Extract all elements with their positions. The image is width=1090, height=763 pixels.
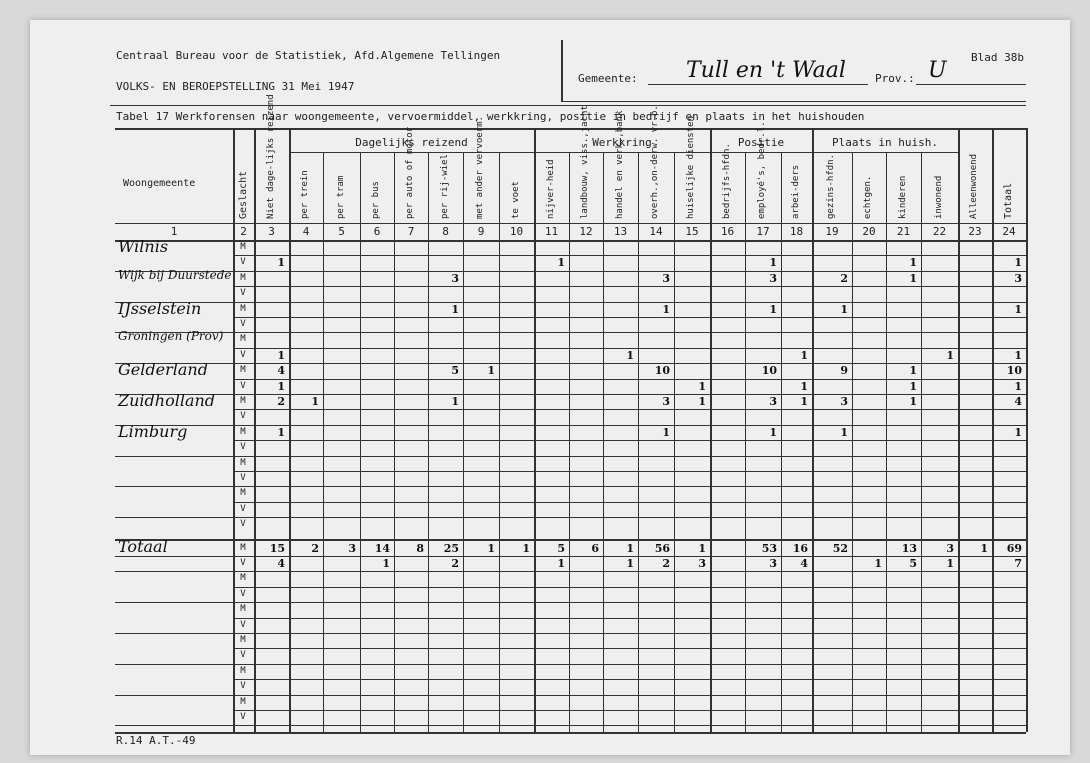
cell-0-V-17: 1 bbox=[769, 256, 777, 270]
col-header-3: Niet dage-lijks reizend bbox=[265, 94, 276, 219]
prov-value: U bbox=[928, 58, 947, 83]
col-line-3 bbox=[289, 128, 291, 732]
sex-M-7: M bbox=[240, 457, 246, 468]
col-header-22: inwonend bbox=[933, 175, 944, 219]
totaal-cell-V-18: 4 bbox=[800, 557, 808, 570]
cell-5-M-15: 1 bbox=[698, 395, 706, 408]
col-line-18 bbox=[812, 128, 814, 732]
blad-number: Blad 38b bbox=[971, 51, 1024, 64]
totaal-cell-V-22: 1 bbox=[946, 557, 954, 570]
totaal-cell-M-3: 15 bbox=[269, 541, 285, 555]
cell-4-M-17: 10 bbox=[761, 364, 777, 378]
sex-V-1: V bbox=[240, 288, 246, 299]
col-line-16 bbox=[745, 152, 746, 732]
totaal-cell-M-22: 3 bbox=[946, 541, 954, 555]
cell-5-M-3: 2 bbox=[277, 395, 285, 408]
cell-0-V-3: 1 bbox=[277, 256, 285, 270]
totaal-top-line bbox=[115, 539, 1026, 541]
col-number-4: 4 bbox=[302, 225, 310, 238]
col-line-13 bbox=[638, 152, 639, 732]
col-number-12: 12 bbox=[579, 225, 593, 238]
col-header-woongemeente: Woongemeente bbox=[123, 178, 196, 189]
cell-3-V-3: 1 bbox=[277, 348, 285, 362]
totaal-cell-M-17: 53 bbox=[761, 541, 777, 555]
group-plaats-in-huish: Plaats in huish. bbox=[832, 136, 938, 149]
blank-row-line-6 bbox=[233, 679, 1026, 680]
cell-4-M-14: 10 bbox=[654, 364, 670, 378]
cell-4-M-24: 10 bbox=[1006, 364, 1022, 378]
totaal-row-line-V bbox=[115, 571, 1026, 572]
cell-5-M-19: 3 bbox=[840, 395, 848, 408]
cell-5-M-8: 1 bbox=[451, 395, 459, 408]
col-number-6: 6 bbox=[373, 225, 381, 238]
sex-V-3: V bbox=[240, 349, 246, 360]
blank-row-line-7 bbox=[115, 695, 1026, 696]
col-number-17: 17 bbox=[756, 225, 770, 238]
row-line-6V bbox=[115, 456, 1026, 457]
totaal-cell-V-20: 1 bbox=[874, 557, 882, 570]
cell-1-M-24: 3 bbox=[1014, 271, 1022, 285]
col-header-20: echtgen. bbox=[863, 175, 873, 219]
col-number-3: 3 bbox=[268, 225, 275, 238]
totaal-cell-M-7: 8 bbox=[416, 541, 424, 555]
totaal-cell-M-19: 52 bbox=[832, 541, 848, 555]
blank-row-line-0 bbox=[233, 587, 1026, 588]
cell-0-V-24: 1 bbox=[1014, 256, 1022, 270]
header-bottom-line bbox=[115, 223, 1026, 224]
col-line-24 bbox=[1026, 128, 1028, 732]
cell-0-V-11: 1 bbox=[557, 256, 565, 270]
cell-5-M-17: 3 bbox=[769, 395, 777, 408]
cell-6-M-19: 1 bbox=[840, 425, 848, 439]
totaal-cell-M-10: 1 bbox=[522, 541, 530, 555]
cell-5-M-24: 4 bbox=[1014, 395, 1022, 408]
totaal-cell-V-11: 1 bbox=[557, 557, 565, 570]
cell-6-M-14: 1 bbox=[662, 425, 670, 439]
col-number-2: 2 bbox=[240, 225, 247, 238]
col-number-13: 13 bbox=[613, 225, 628, 238]
col-line-12 bbox=[603, 152, 604, 732]
sex-M-8: M bbox=[240, 488, 246, 499]
totaal-sex-V: V bbox=[240, 558, 246, 568]
col-line-15 bbox=[710, 128, 712, 732]
gemeente-label: Gemeente: bbox=[578, 72, 638, 85]
cell-4-V-3: 1 bbox=[277, 379, 285, 393]
blank-sex-8: M bbox=[240, 696, 246, 707]
table-top-line bbox=[115, 128, 1026, 130]
totaal-cell-V-21: 5 bbox=[909, 557, 917, 570]
cell-5-M-18: 1 bbox=[800, 395, 808, 408]
col-number-15: 15 bbox=[685, 225, 699, 238]
sex-V-0: V bbox=[240, 257, 246, 268]
census-title: VOLKS- EN BEROEPSTELLING 31 Mei 1947 bbox=[116, 80, 355, 93]
woongemeente-6: Limburg bbox=[118, 421, 188, 441]
cell-6-M-17: 1 bbox=[769, 425, 777, 439]
sex-V-2: V bbox=[240, 319, 246, 329]
sex-V-5: V bbox=[240, 411, 246, 422]
cell-2-M-17: 1 bbox=[769, 302, 777, 316]
group-positie: Positie bbox=[737, 136, 785, 149]
cell-4-V-21: 1 bbox=[909, 379, 917, 393]
table-title: Tabel 17 Werkforensen naar woongemeente, vervoermiddel, werkkring, positie in bedrijf en plaats in het huishouden bbox=[116, 110, 865, 123]
col-line-7 bbox=[428, 152, 429, 732]
blank-sex-5: V bbox=[240, 650, 246, 661]
group-dagelijks-reizend: Dagelijks reizend bbox=[355, 136, 468, 149]
row-line-5M bbox=[233, 409, 1026, 410]
woongemeente-3: Groningen (Prov) bbox=[118, 329, 224, 344]
row-line-1M bbox=[233, 286, 1026, 287]
blank-row-line-5 bbox=[115, 664, 1026, 665]
col-number-21: 21 bbox=[896, 225, 911, 238]
row-line-8M bbox=[233, 502, 1026, 503]
totaal-cell-V-15: 3 bbox=[698, 557, 706, 570]
totaal-cell-M-13: 1 bbox=[626, 541, 634, 555]
row-line-7M bbox=[233, 471, 1026, 472]
cell-1-M-8: 3 bbox=[451, 271, 459, 285]
cell-1-M-14: 3 bbox=[662, 271, 670, 285]
col-line-21 bbox=[921, 152, 922, 732]
totaal-cell-M-18: 16 bbox=[792, 541, 808, 555]
row-line-1V bbox=[115, 302, 1026, 303]
col-header-12: landbouw, viss.,jacht bbox=[580, 105, 590, 219]
woongemeente-2: IJsselstein bbox=[118, 298, 202, 318]
col-header-16: bedrijfs-hfdn. bbox=[721, 143, 732, 219]
totaal-cell-M-8: 25 bbox=[443, 541, 459, 555]
totaal-cell-V-8: 2 bbox=[451, 557, 459, 570]
cell-6-M-3: 1 bbox=[277, 425, 285, 439]
col-number-9: 9 bbox=[477, 225, 485, 238]
cell-4-M-21: 1 bbox=[909, 364, 917, 378]
group-werkkring: Werkkring bbox=[592, 136, 652, 149]
col-line-6 bbox=[394, 152, 395, 732]
totaal-cell-M-9: 1 bbox=[487, 541, 495, 555]
group-plaats-in-huish-line bbox=[812, 152, 958, 153]
sex-V-7: V bbox=[240, 473, 246, 483]
col-number-16: 16 bbox=[720, 225, 735, 238]
totaal-cell-M-24: 69 bbox=[1006, 541, 1022, 555]
sex-M-5: M bbox=[240, 396, 246, 406]
sex-M-0: M bbox=[240, 242, 246, 252]
row-line-6M bbox=[233, 440, 1026, 441]
blank-row-line-8 bbox=[233, 710, 1026, 711]
col-line-17 bbox=[781, 152, 782, 732]
cell-3-V-24: 1 bbox=[1014, 348, 1022, 362]
woongemeente-0: Wilnis bbox=[118, 237, 169, 256]
cell-3-V-13: 1 bbox=[626, 348, 634, 362]
totaal-cell-V-13: 1 bbox=[626, 557, 634, 570]
col-number-11: 11 bbox=[544, 225, 559, 238]
cell-4-M-3: 4 bbox=[277, 364, 285, 378]
col-line-10 bbox=[534, 128, 536, 732]
sex-M-2: M bbox=[240, 303, 246, 314]
col-header-14: overh.,on-derw. vr.b. bbox=[650, 105, 660, 219]
col-header-24: Totaal bbox=[1003, 182, 1014, 219]
totaal-cell-M-6: 14 bbox=[374, 541, 390, 555]
cell-3-V-18: 1 bbox=[800, 348, 808, 362]
col-number-7: 7 bbox=[407, 225, 415, 238]
woongemeente-5: Zuidholland bbox=[118, 391, 216, 410]
cell-5-M-14: 3 bbox=[662, 395, 670, 408]
cell-2-M-8: 1 bbox=[451, 302, 459, 316]
col-line-14 bbox=[674, 152, 675, 732]
totaal-cell-V-14: 2 bbox=[662, 557, 670, 570]
cell-5-M-21: 1 bbox=[909, 395, 917, 408]
cell-2-M-19: 1 bbox=[840, 302, 848, 316]
col-header-15: huiselijke diensten bbox=[686, 116, 696, 219]
row-line-5V bbox=[115, 425, 1026, 426]
blank-row-line-4 bbox=[233, 648, 1026, 649]
blank-row-line-9 bbox=[115, 725, 1026, 726]
cell-0-V-21: 1 bbox=[909, 256, 917, 270]
totaal-cell-V-6: 1 bbox=[382, 557, 390, 570]
totaal-cell-M-12: 6 bbox=[591, 541, 599, 555]
col-line-22 bbox=[958, 128, 960, 732]
cell-4-V-24: 1 bbox=[1014, 379, 1022, 393]
cell-3-V-22: 1 bbox=[946, 348, 954, 362]
col-header-11: nijver-heid bbox=[545, 159, 556, 219]
col-number-24: 24 bbox=[1002, 225, 1016, 238]
table-bottom-line bbox=[115, 732, 1026, 734]
cell-2-M-24: 1 bbox=[1014, 302, 1022, 316]
col-header-9: met ander vervoerm. bbox=[475, 116, 485, 219]
cell-4-V-15: 1 bbox=[698, 379, 706, 393]
totaal-cell-M-23: 1 bbox=[980, 541, 988, 555]
totaal-cell-M-11: 5 bbox=[557, 541, 565, 555]
cell-5-M-4: 1 bbox=[311, 395, 319, 408]
sex-V-6: V bbox=[240, 442, 246, 453]
col-line-5 bbox=[360, 152, 361, 732]
col-line-9 bbox=[499, 152, 500, 732]
blank-sex-9: V bbox=[240, 712, 246, 722]
totaal-sex-M: M bbox=[240, 542, 246, 553]
col-number-1: 1 bbox=[170, 225, 178, 238]
totaal-cell-M-15: 1 bbox=[698, 541, 706, 555]
col-line-4 bbox=[323, 152, 324, 732]
blank-sex-2: M bbox=[240, 604, 246, 615]
gemeente-value: Tull en 't Waal bbox=[686, 58, 846, 83]
col-header-5: per tram bbox=[335, 175, 346, 219]
col-header-4: per trein bbox=[300, 170, 310, 219]
cell-4-M-9: 1 bbox=[487, 364, 495, 378]
blank-row-line-1 bbox=[115, 602, 1026, 603]
blank-sex-4: M bbox=[240, 635, 246, 645]
col-number-8: 8 bbox=[442, 225, 449, 238]
bureau-title: Centraal Bureau voor de Statistiek, Afd.Algemene Tellingen bbox=[116, 49, 501, 62]
blank-row-line-3 bbox=[115, 633, 1026, 634]
cell-4-V-18: 1 bbox=[800, 379, 808, 393]
row-line-8V bbox=[115, 517, 1026, 518]
row-line-7V bbox=[115, 486, 1026, 487]
col-header-2: Geslacht bbox=[237, 170, 249, 219]
totaal-cell-M-21: 13 bbox=[901, 541, 917, 555]
totaal-cell-V-24: 7 bbox=[1014, 557, 1022, 570]
col-header-18: arbei-ders bbox=[790, 164, 801, 219]
cell-4-M-19: 9 bbox=[840, 364, 848, 378]
col-header-7: per auto of motor bbox=[405, 126, 415, 219]
totaal-cell-M-5: 3 bbox=[348, 541, 356, 555]
sex-M-6: M bbox=[240, 426, 246, 437]
census-form-sheet bbox=[30, 20, 1070, 755]
cell-6-M-24: 1 bbox=[1014, 425, 1022, 439]
col-header-21: kinderen bbox=[897, 175, 908, 219]
totaal-label: Totaal bbox=[118, 536, 168, 556]
prov-label: Prov.: bbox=[875, 72, 915, 85]
col-header-6: per bus bbox=[371, 181, 381, 219]
totaal-cell-V-3: 4 bbox=[277, 557, 285, 570]
sex-V-4: V bbox=[240, 380, 246, 391]
col-number-19: 19 bbox=[825, 225, 839, 238]
col-header-8: per rij-wiel bbox=[439, 153, 450, 219]
row-line-2V bbox=[115, 332, 1026, 333]
cell-1-M-17: 3 bbox=[769, 271, 777, 285]
sex-M-3: M bbox=[240, 334, 246, 345]
blank-sex-0: M bbox=[240, 573, 246, 584]
col-number-18: 18 bbox=[789, 225, 804, 238]
col-header-19: gezins-hfdn. bbox=[826, 153, 836, 219]
cell-1-M-21: 1 bbox=[909, 271, 917, 285]
col-header-13: handel en verk.,bank bbox=[614, 110, 625, 219]
totaal-cell-M-14: 56 bbox=[654, 541, 670, 555]
row-line-2M bbox=[233, 317, 1026, 318]
sex-V-extra: V bbox=[240, 519, 246, 530]
col-number-20: 20 bbox=[862, 225, 876, 238]
woongemeente-4: Gelderland bbox=[118, 360, 208, 380]
footer-code: R.14 A.T.-49 bbox=[116, 734, 196, 747]
col-number-14: 14 bbox=[649, 225, 663, 238]
totaal-cell-M-4: 2 bbox=[311, 541, 319, 555]
sex-M-4: M bbox=[240, 365, 246, 376]
col-line-19 bbox=[852, 152, 853, 732]
col-number-22: 22 bbox=[932, 225, 947, 238]
sex-M-1: M bbox=[240, 272, 246, 283]
sex-V-8: V bbox=[240, 503, 246, 514]
totaal-cell-V-17: 3 bbox=[769, 557, 777, 570]
blank-sex-6: M bbox=[240, 665, 246, 676]
cell-4-M-8: 5 bbox=[451, 364, 459, 378]
blank-sex-1: V bbox=[240, 588, 246, 599]
blank-row-line-2 bbox=[233, 618, 1026, 619]
col-number-23: 23 bbox=[968, 225, 982, 238]
col-header-17: employé's, bedr.l. bbox=[757, 121, 767, 219]
col-number-5: 5 bbox=[338, 225, 345, 238]
woongemeente-1: Wijk bij Duurstede bbox=[118, 267, 232, 282]
col-line-20 bbox=[886, 152, 887, 732]
col-line-11 bbox=[569, 152, 570, 732]
blank-sex-7: V bbox=[240, 681, 246, 692]
cell-1-M-19: 2 bbox=[840, 271, 848, 285]
col-header-10: te voet bbox=[510, 181, 521, 219]
col-number-10: 10 bbox=[509, 225, 524, 238]
cell-2-M-14: 1 bbox=[662, 302, 670, 316]
col-header-23: Alleenwonend bbox=[969, 153, 979, 219]
blank-sex-3: V bbox=[240, 619, 246, 630]
col-line-8 bbox=[463, 152, 464, 732]
